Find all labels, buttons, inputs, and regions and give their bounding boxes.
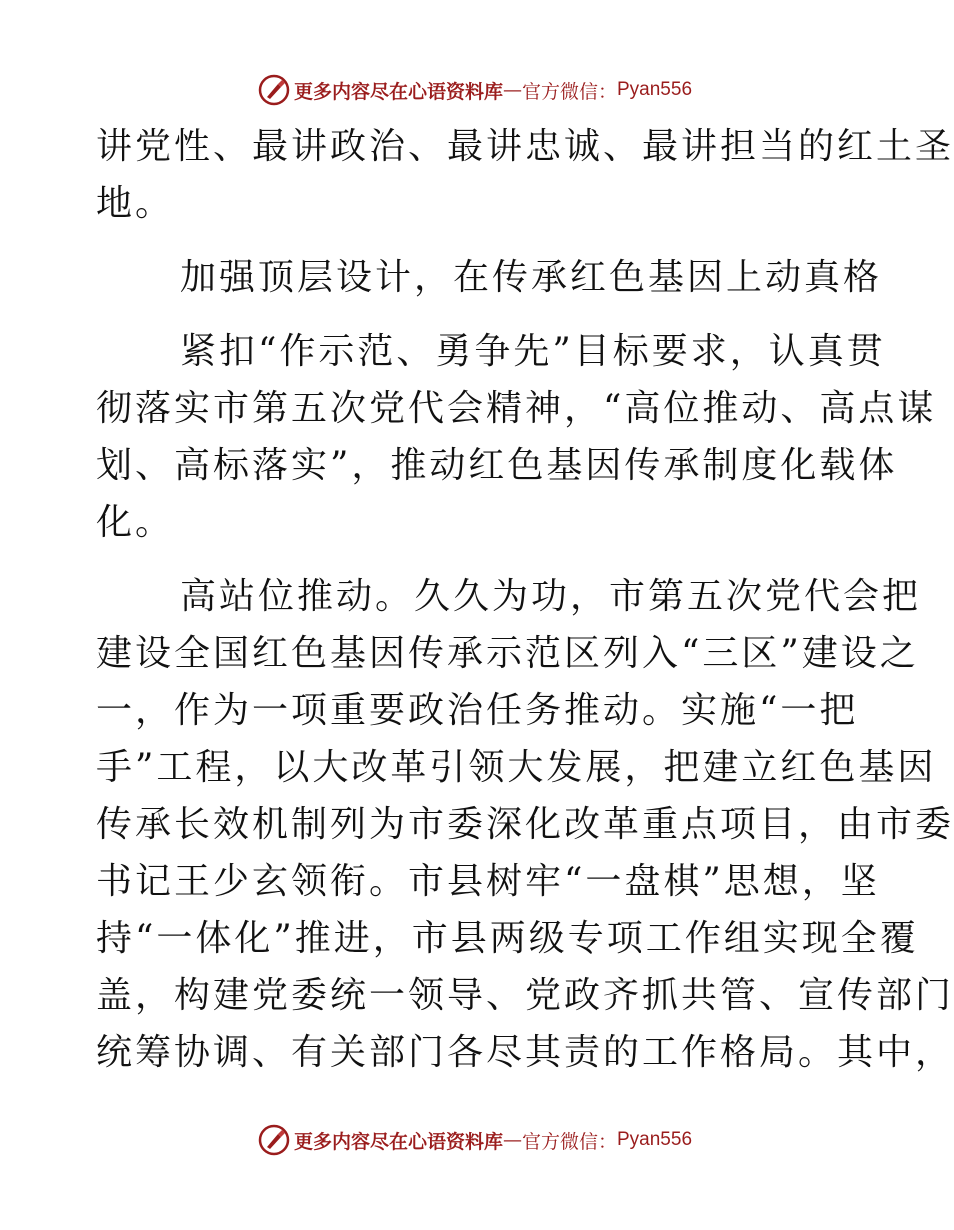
text-line: 划、高标落实”，推动红色基因传承制度化载体 xyxy=(96,445,898,486)
text-line: 手”工程，以大改革引领大发展，把建立红色基因 xyxy=(96,747,937,788)
watermark-official-label: 官方微信： xyxy=(521,80,617,103)
watermark-wechat-id: Pyan556 xyxy=(617,1129,693,1150)
watermark-official-label: 官方微信： xyxy=(521,1130,617,1153)
pen-logo-icon xyxy=(258,74,290,106)
text-line: 传承长效机制列为市委深化改革重点项目，由市委 xyxy=(96,804,954,845)
pen-logo-icon xyxy=(258,1124,290,1156)
text-line: 彻落实市第五次党代会精神，“高位推动、高点谋 xyxy=(96,388,937,429)
text-line: 书记王少玄领衔。市县树牢“一盘棋”思想，坚 xyxy=(96,861,880,902)
text-line: 讲党性、最讲政治、最讲忠诚、最讲担当的红土圣 xyxy=(96,126,954,167)
text-line: 一，作为一项重要政治任务推动。实施“一把 xyxy=(96,690,859,731)
watermark-brand-text: 更多内容尽在心语资料库 xyxy=(293,1130,503,1153)
text-line: 盖，构建党委统一领导、党政齐抓共管、宣传部门 xyxy=(96,975,954,1016)
watermark-brand-text: 更多内容尽在心语资料库 xyxy=(293,80,503,103)
watermark-wechat-id: Pyan556 xyxy=(617,79,693,100)
section-heading: 加强顶层设计，在传承红色基因上动真格 xyxy=(180,257,883,298)
watermark-separator: — xyxy=(502,79,522,101)
watermark-separator: — xyxy=(502,1129,522,1151)
watermark-banner-bottom xyxy=(0,1122,950,1158)
text-line: 建设全国红色基因传承示范区列入“三区”建设之 xyxy=(96,633,919,674)
text-line: 统筹协调、有关部门各尽其责的工作格局。其中， xyxy=(96,1032,954,1073)
watermark-banner-top xyxy=(0,72,950,108)
text-line: 持“一体化”推进，市县两级专项工作组实现全覆 xyxy=(96,918,919,959)
text-line: 化。 xyxy=(96,502,175,543)
text-line: 紧扣“作示范、勇争先”目标要求，认真贯 xyxy=(180,331,886,372)
text-line: 高站位推动。久久为功，市第五次党代会把 xyxy=(180,576,922,617)
text-line: 地。 xyxy=(96,183,175,224)
document-body xyxy=(96,118,954,1081)
